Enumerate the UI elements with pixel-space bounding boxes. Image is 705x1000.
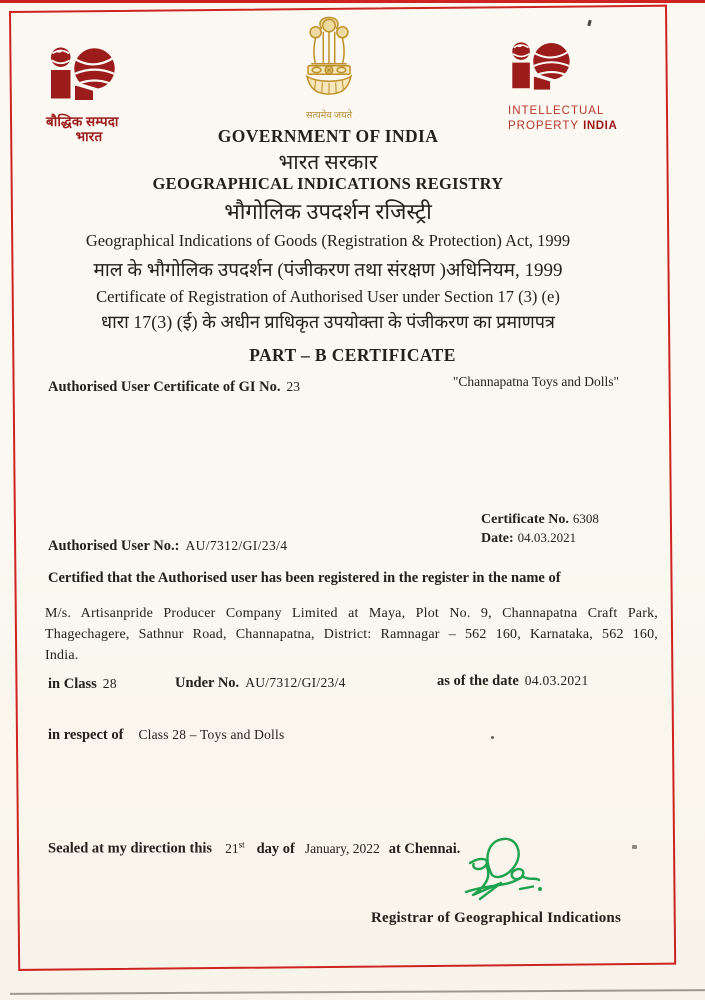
right-logo-caption-line2: PROPERTY	[508, 119, 579, 132]
as-of-date-line	[437, 673, 589, 690]
in-class-label: in Class	[48, 676, 97, 692]
as-of-date-value: 04.03.2021	[524, 673, 589, 688]
right-logo-caption-india: INDIA	[583, 119, 618, 132]
sealed-lead: Sealed at my direction this	[48, 840, 213, 857]
ip-india-logo-right	[508, 41, 638, 134]
in-respect-of-value: Class 28 – Toys and Dolls	[138, 727, 285, 742]
in-respect-of-line	[48, 727, 284, 744]
registrar-title: Registrar of Geographical Indications	[370, 910, 621, 926]
scan-bottom-edge-line	[10, 989, 705, 995]
under-no-value: AU/7312/GI/23/4	[245, 675, 346, 690]
gi-label: Authorised User Certificate of GI No.	[48, 379, 281, 395]
authorised-user-value: AU/7312/GI/23/4	[185, 538, 288, 553]
gi-number: 23	[286, 379, 300, 394]
under-no-line	[175, 675, 346, 692]
class-number: 28	[102, 676, 117, 691]
registry-title-hi: भौगोलिक उपदर्शन रजिस्ट्री	[224, 199, 432, 224]
national-emblem	[296, 16, 362, 121]
certified-statement: Certified that the Authorised user has been registered in the register in the name of	[48, 570, 561, 586]
sealed-day-of: day of	[256, 840, 295, 857]
government-title-en: GOVERNMENT OF INDIA	[217, 126, 439, 146]
gi-name: "Channapatna Toys and Dolls"	[452, 374, 619, 389]
under-no-label: Under No.	[175, 675, 240, 691]
in-respect-of-label: in respect of	[48, 727, 124, 743]
page-top-edge-line	[0, 0, 705, 3]
date-value: 04.03.2021	[517, 530, 577, 545]
in-class-line	[48, 676, 117, 693]
act-line-en: Geographical Indications of Goods (Registration & Protection) Act, 1999	[85, 231, 571, 250]
act-line-hi: माल के भौगोलिक उपदर्शन (पंजीकरण तथा संरक्षण )अधिनियम, 1999	[93, 260, 563, 281]
ashoka-lion-capital-icon	[300, 16, 358, 102]
holder-name-address: M/s. Artisanpride Producer Company Limited at Maya, Plot No. 9, Channapatna Craft Park, Thagechagere, Sathnur Road, Channapatna, District: Ramnagar – 562 160, Karnataka, 562 160, India.	[45, 606, 658, 663]
certificate-no-label: Certificate No.	[481, 512, 569, 527]
scan-speck	[632, 845, 637, 849]
scan-speck	[491, 736, 494, 739]
date-label: Date:	[481, 531, 514, 546]
part-b-certificate-title: PART – B CERTIFICATE	[249, 345, 456, 365]
gi-number-line	[48, 379, 300, 396]
emblem-motto: सत्यमेव जयते	[306, 111, 352, 121]
section-line-en: Certificate of Registration of Authorised User under Section 17 (3) (e)	[96, 287, 560, 306]
sealed-month-year: January, 2022	[304, 840, 380, 856]
authorised-user-label: Authorised User No.:	[48, 538, 180, 554]
registrar-signature	[456, 834, 548, 914]
section-line-hi: धारा 17(3) (ई) के अधीन प्राधिकृत उपयोक्ता के पंजीकरण का प्रमाणपत्र	[101, 312, 555, 332]
as-of-label: as of the date	[437, 673, 519, 689]
government-title-hi: भारत सरकार	[278, 150, 378, 174]
date-line	[481, 530, 576, 547]
registry-title-en: GEOGRAPHICAL INDICATIONS REGISTRY	[152, 174, 504, 193]
authorised-user-no-line	[48, 538, 287, 555]
sealed-line	[48, 839, 460, 858]
certificate-no-value: 6308	[572, 511, 599, 526]
left-logo-caption-line1: बौद्धिक सम्पदा	[46, 114, 119, 129]
sealed-day: 21st	[225, 839, 245, 856]
ip-india-logo-icon	[508, 41, 576, 95]
right-logo-caption-line1: INTELLECTUAL	[508, 105, 605, 117]
sealed-day-suffix: st	[238, 839, 245, 849]
ip-india-logo-icon	[46, 46, 122, 106]
certificate-no-line	[481, 511, 599, 528]
left-logo-caption-line2: भारत	[75, 129, 103, 145]
sealed-place: at Chennai.	[388, 840, 461, 857]
